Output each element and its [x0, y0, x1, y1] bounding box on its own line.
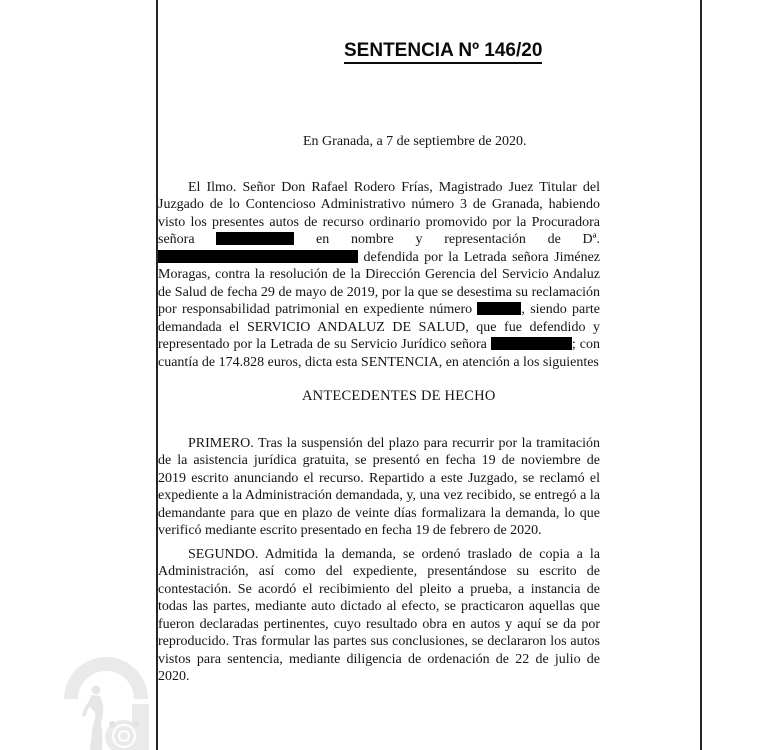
redaction-box-procuradora-name — [216, 232, 294, 245]
intro-text-seg3: defendida por la Letrada señora Jiménez Moragas, contra la resolución de la Dirección Gerencia del Servicio Andaluz de Salud de fecha 29 de mayo de 2019, por la que se desestima su reclamación por responsabilidad patrimonial en expediente número — [158, 249, 600, 317]
section-heading-antecedentes: ANTECEDENTES DE HECHO — [302, 388, 496, 404]
document-title: SENTENCIA Nº 146/20 — [344, 40, 542, 64]
emblem-hercules-figure — [82, 686, 103, 750]
emblem-arch — [64, 657, 148, 699]
redaction-box-letrada-name — [491, 337, 572, 350]
intro-paragraph — [158, 179, 600, 372]
paragraph-primero: PRIMERO. Tras la suspensión del plazo para recurrir por la tramitación de la asistencia jurídica gratuita, se presentó en fecha 19 de noviembre de 2019 escrito anunciando el recurso. Repartido a este Juzgado, se reclamó el expediente a la Administración demandada, y, una vez recibido, se entregó a la demandante para que en plazo de veinte días formalizara la demanda, lo que verificó mediante escrito presentado en fecha 19 de febrero de 2020. — [158, 435, 600, 538]
intro-text-seg5: ; con cuantía de 174.828 euros, dicta esta SENTENCIA, en atención a los siguientes — [158, 337, 600, 370]
intro-text-seg1: El Ilmo. Señor Don Rafael Rodero Frías, Magistrado Juez Titular del Juzgado de lo Contencioso Administrativo número 3 de Granada, habiendo visto los presentes autos de recurso ordinario promovido por la Procuradora señora — [158, 179, 600, 247]
date-line: En Granada, a 7 de septiembre de 2020. — [303, 134, 527, 149]
intro-text-seg4: , siendo parte demandada el SERVICIO ANDALUZ DE SALUD, que fue defendido y representado por la Letrada de su Servicio Jurídico señora — [158, 302, 601, 352]
document-body — [158, 0, 600, 686]
emblem-lion — [105, 720, 143, 750]
junta-andalucia-watermark-logo — [58, 644, 166, 750]
right-margin-rule — [700, 0, 702, 750]
title-row — [344, 40, 600, 64]
redaction-box-demandante-name — [158, 250, 358, 263]
paragraph-segundo: SEGUNDO. Admitida la demanda, se ordenó traslado de copia a la Administración, así como del expediente, presentándose su escrito de contestación. Se acordó el recibimiento del pleito a prueba, a instancia de todas las partes, mediante auto dictado al efecto, se practicaron aquellas que fueron declaradas pertinentes, cuyo resultado obra en autos y aquí se da por reproducido. Tras formular las partes sus conclusiones, se declararon los autos vistos para sentencia, mediante diligencia de ordenación de 22 de julio de 2020. — [158, 546, 600, 684]
redaction-box-expediente-number — [477, 302, 521, 315]
intro-text-seg2: en nombre y representación de Dª. — [316, 232, 601, 247]
